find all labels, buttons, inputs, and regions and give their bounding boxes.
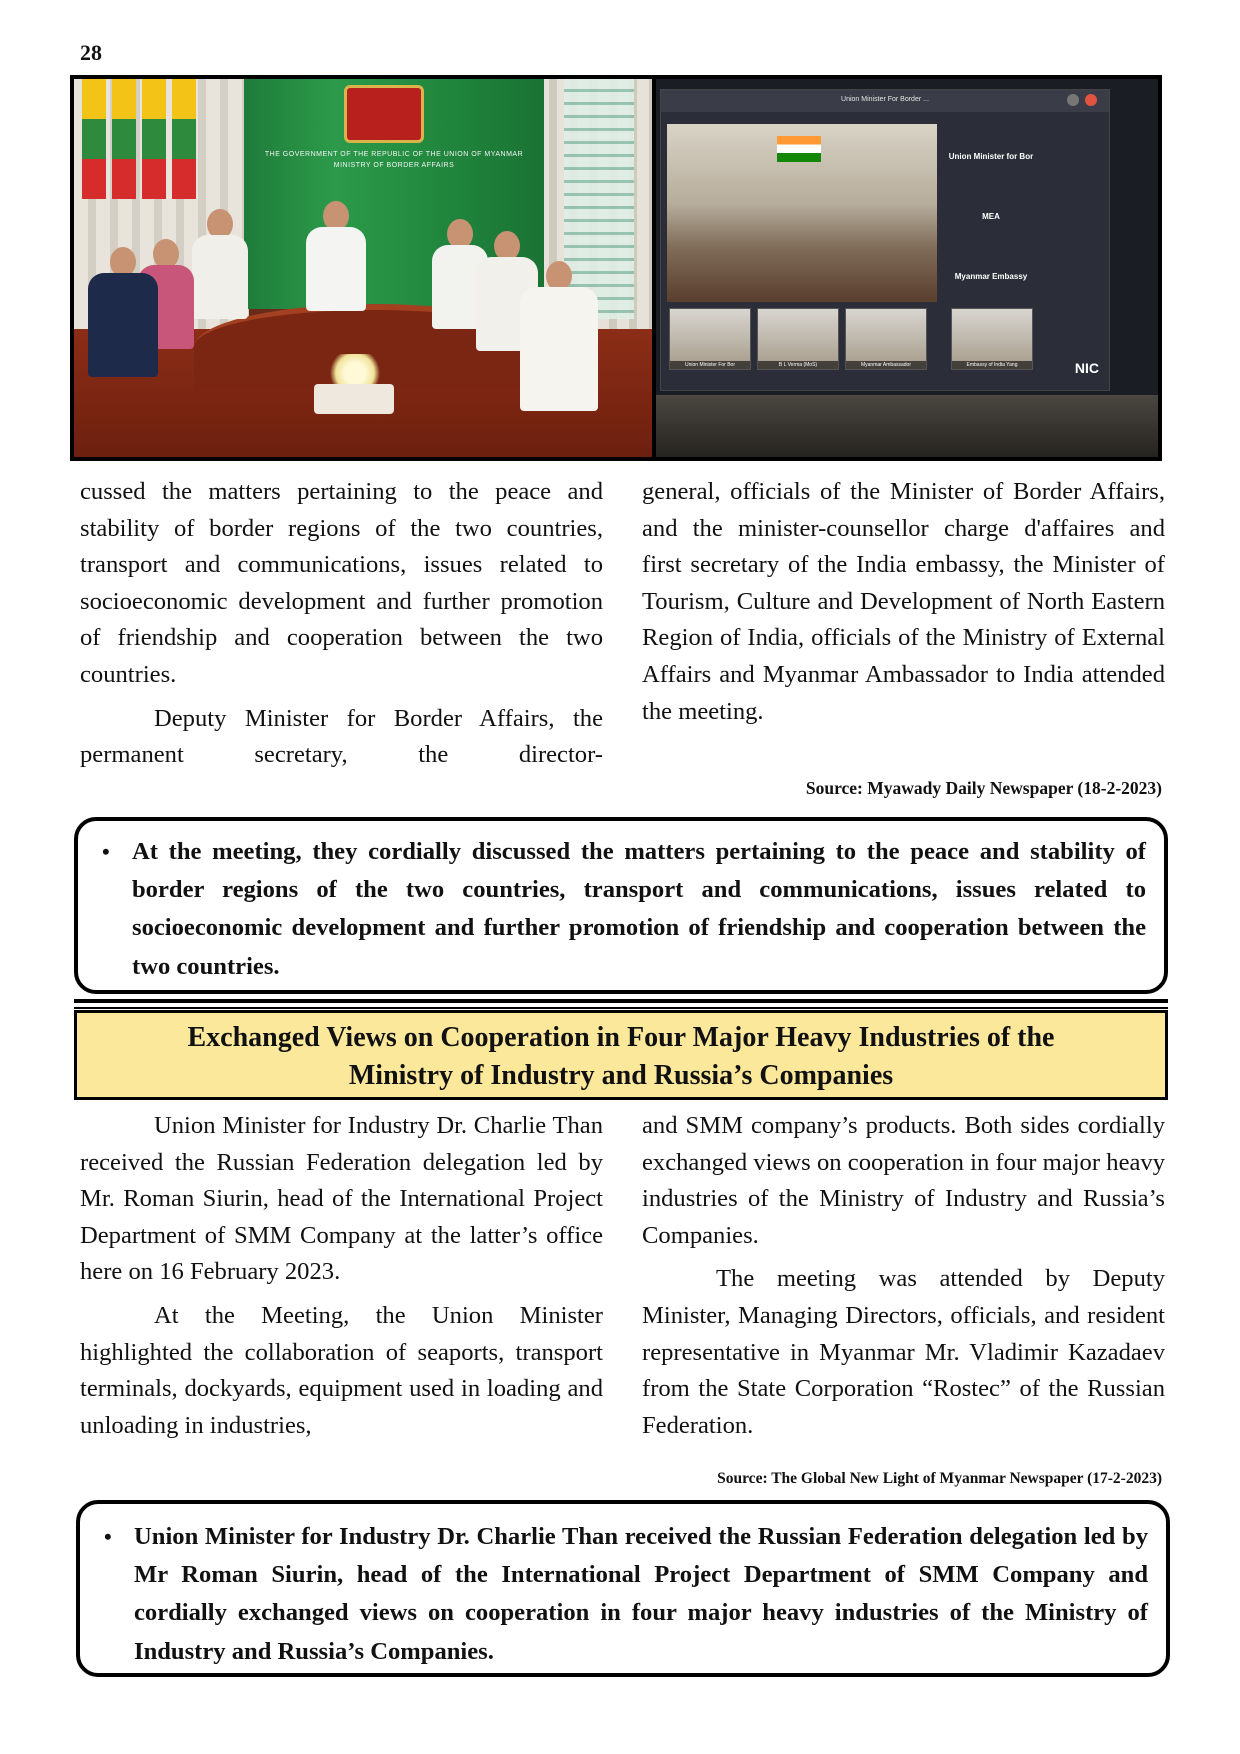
person <box>520 261 598 411</box>
backdrop-caption <box>244 149 544 171</box>
state-emblem-icon <box>344 85 424 143</box>
participant-label: Union Minister for Bor <box>948 152 1034 161</box>
participant-thumbnail-label: Myanmar Ambassador <box>846 361 926 369</box>
participant-thumbnail-label: B L Verma (MoS) <box>758 361 838 369</box>
video-call-screen <box>660 89 1110 391</box>
video-conference-photo <box>656 79 1158 457</box>
summary-text: At the meeting, they cordially discussed the matters pertaining to the peace and stability of border regions of the two countries, transport and communications, issues related to socioeconomic development and further promotion of friendship and cooperation between the two countries. <box>132 838 1146 980</box>
section-title-line: Ministry of Industry and Russia’s Companies <box>348 1060 894 1091</box>
myanmar-flag-icon <box>82 79 106 199</box>
article2-column-left <box>80 1108 603 1444</box>
main-video-feed <box>667 124 937 302</box>
page-number: 28 <box>80 40 102 65</box>
article1-source: Source: Myawady Daily Newspaper (18-2-2023) <box>805 778 1162 798</box>
paragraph: Union Minister for Industry Dr. Charlie Than received the Russian Federation delegation led by Mr. Roman Siurin, head of the International Project Department of SMM Company at the latter’s office here on 16 February 2023. <box>80 1112 603 1286</box>
summary-text: Union Minister for Industry Dr. Charlie Than received the Russian Federation delegation led by Mr Roman Siurin, head of the International Project Department of SMM Company and cordially exchanged views on cooperation in four major heavy industries of the Ministry of Industry and Russia’s Companies. <box>134 1523 1148 1665</box>
india-flag-icon <box>777 136 821 162</box>
article2-column-right <box>642 1108 1165 1444</box>
screen-stand <box>656 395 1158 457</box>
participant-thumbnail-label: Union Minister For Bor <box>670 361 750 369</box>
participant-thumbnail <box>951 308 1033 370</box>
paragraph: The meeting was attended by Deputy Minister, Managing Directors, officials, and resident representative in Myanmar Mr. Vladimir Kazadaev from the State Corporation “Rostec” of the Russian Federation. <box>642 1265 1165 1439</box>
myanmar-flag-icon <box>112 79 136 199</box>
participant-thumbnail <box>669 308 751 370</box>
photo-strip <box>70 75 1162 461</box>
meeting-room-photo <box>74 79 652 457</box>
bullet-icon: • <box>102 839 110 864</box>
participant-thumbnail-label: Embassy of India Yang <box>952 361 1032 369</box>
participant-label: Myanmar Embassy <box>954 272 1028 281</box>
person <box>88 247 158 377</box>
call-window-title: Union Minister For Border ... <box>841 96 929 103</box>
article1-column-right <box>642 474 1165 730</box>
person <box>306 201 366 311</box>
paragraph: cussed the matters pertaining to the peace and stability of border regions of the two countries, transport and communications, issues related to socioeconomic development and further promotion of friendship and cooperation between the two countries. <box>80 478 603 688</box>
section-divider <box>74 999 1168 1009</box>
participant-label: MEA <box>982 212 1000 221</box>
participant-thumbnail <box>757 308 839 370</box>
myanmar-flag-icon <box>142 79 166 199</box>
summary-box-1 <box>74 817 1168 994</box>
mic-icon <box>1067 94 1079 106</box>
bullet-icon: • <box>104 1524 112 1549</box>
article1-column-left <box>80 474 603 774</box>
article2-source: Source: The Global New Light of Myanmar Newspaper (17-2-2023) <box>717 1470 1162 1487</box>
person <box>192 209 248 319</box>
record-icon <box>1085 94 1097 106</box>
section-title <box>74 1010 1168 1100</box>
table-doily <box>314 384 394 414</box>
nic-logo: NIC <box>1074 360 1099 376</box>
backdrop-caption-line: THE GOVERNMENT OF THE REPUBLIC OF THE UNION OF MYANMAR <box>264 151 524 158</box>
summary-box-2 <box>76 1500 1170 1677</box>
call-window-titlebar <box>661 90 1109 112</box>
paragraph: and SMM company’s products. Both sides cordially exchanged views on cooperation in four major heavy industries of the Ministry of Industry and Russia’s Companies. <box>642 1112 1165 1249</box>
paragraph: At the Meeting, the Union Minister highlighted the collaboration of seaports, transport terminals, dockyards, equipment used in loading and unloading in industries, <box>80 1301 603 1439</box>
section-title-line: Exchanged Views on Cooperation in Four Major Heavy Industries of the <box>187 1022 1055 1053</box>
participant-thumbnail <box>845 308 927 370</box>
paragraph: general, officials of the Minister of Border Affairs, and the minister-counsellor charge d'affaires and first secretary of the India embassy, the Minister of Tourism, Culture and Development of North Eastern Region of India, officials of the Ministry of External Affairs and Myanmar Ambassador to India attended the meeting. <box>642 478 1165 725</box>
myanmar-flag-icon <box>172 79 196 199</box>
paragraph: Deputy Minister for Border Affairs, the permanent secretary, the director- <box>80 704 603 769</box>
backdrop-caption-line: MINISTRY OF BORDER AFFAIRS <box>333 162 455 169</box>
